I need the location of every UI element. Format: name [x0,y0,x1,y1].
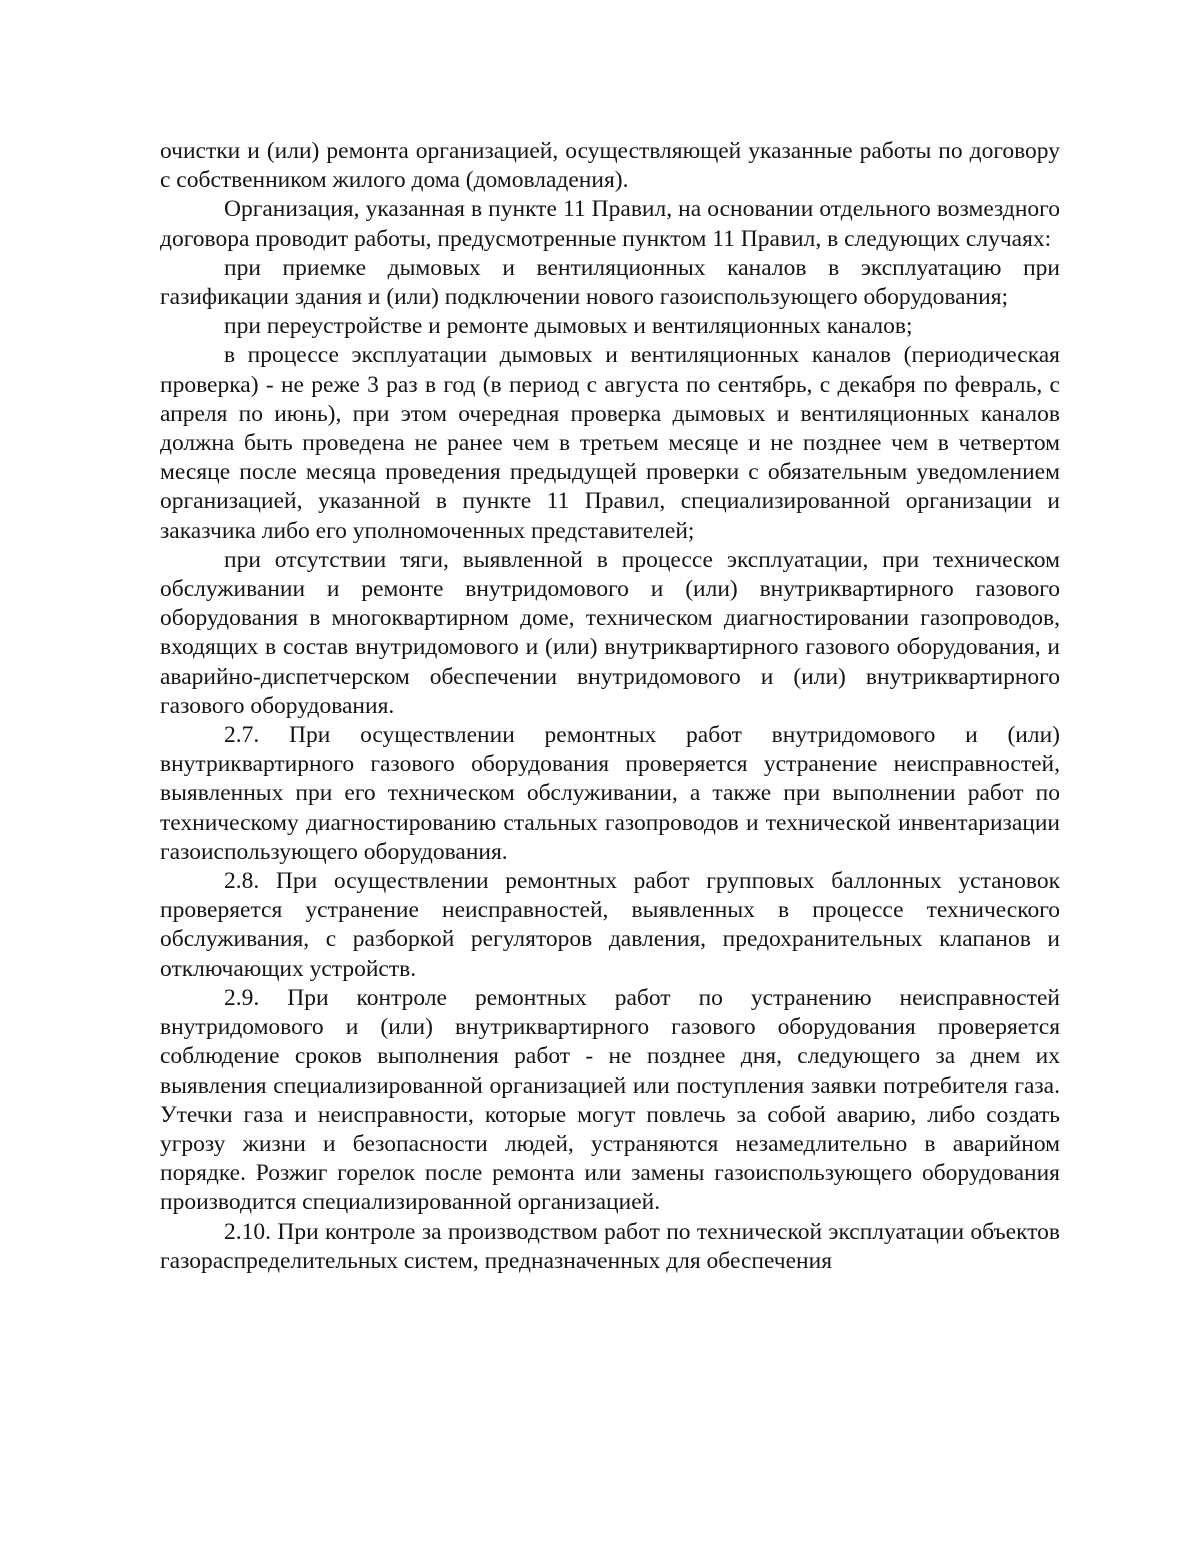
document-body [160,137,1060,1276]
paragraph-acceptance-case: при приемке дымовых и вентиляционных каналов в эксплуатацию при газификации здания и (или) подключении нового газоиспользующего оборудования; [160,254,1060,311]
paragraph-no-draft-case: при отсутствии тяги, выявленной в процессе эксплуатации, при техническом обслуживании и ремонте внутридомового и (или) внутриквартирного газового оборудования в многоквартирном доме, техническом диагностировании газопроводов, входящих в состав внутридомового и (или) внутриквартирного газового оборудования, и аварийно-диспетчерском обеспечении внутридомового и (или) внутриквартирного газового оборудования. [160,546,1060,719]
paragraph-2-10: 2.10. При контроле за производством работ по технической эксплуатации объектов газораспределительных систем, предназначенных для обеспечения [160,1218,1060,1274]
paragraph-periodic-check-case: в процессе эксплуатации дымовых и вентиляционных каналов (периодическая проверка) - не реже 3 раз в год (в период с августа по сентябрь, с декабря по февраль, с апреля по июнь), при этом очередная проверка дымовых и вентиляционных каналов должна быть проведена не ранее чем в третьем месяце и не позднее чем в четвертом месяце после месяца проведения предыдущей проверки с обязательным уведомлением организацией, указанной в пункте 11 Правил, специализированной организации и заказчика либо его уполномоченных представителей; [160,342,1060,544]
paragraph-reconstruction-case: при переустройстве и ремонте дымовых и вентиляционных каналов; [224,313,913,340]
paragraph-2-9: 2.9. При контроле ремонтных работ по устранению неисправностей внутридомового и (или) внутриквартирного газового оборудования проверяется соблюдение сроков выполнения работ - не позднее дня, следующего за днем их выявления специализированной организацией или поступления заявки потребителя газа. Утечки газа и неисправности, которые могут повлечь за собой аварию, либо создать угрозу жизни и безопасности людей, устраняются незамедлительно в аварийном порядке. Розжиг горелок после ремонта или замены газоиспользующего оборудования производится специализированной организацией. [160,984,1060,1216]
paragraph-organization-works: Организация, указанная в пункте 11 Правил, на основании отдельного возмездного договора проводит работы, предусмотренные пунктом 11 Правил, в следующих случаях: [160,196,1060,252]
paragraph-2-7: 2.7. При осуществлении ремонтных работ внутридомового и (или) внутриквартирного газового оборудования проверяется устранение неисправностей, выявленных при его техническом обслуживании, а также при выполнении работ по техническому диагностированию стальных газопроводов и технической инвентаризации газоиспользующего оборудования. [160,722,1060,865]
paragraph-continuation: очистки и (или) ремонта организацией, осуществляющей указанные работы по договору с собственником жилого дома (домовладения). [160,138,1060,194]
paragraph-2-8: 2.8. При осуществлении ремонтных работ групповых баллонных установок проверяется устранение неисправностей, выявленных в процессе технического обслуживания, с разборкой регуляторов давления, предохранительных клапанов и отключающих устройств. [160,868,1060,982]
